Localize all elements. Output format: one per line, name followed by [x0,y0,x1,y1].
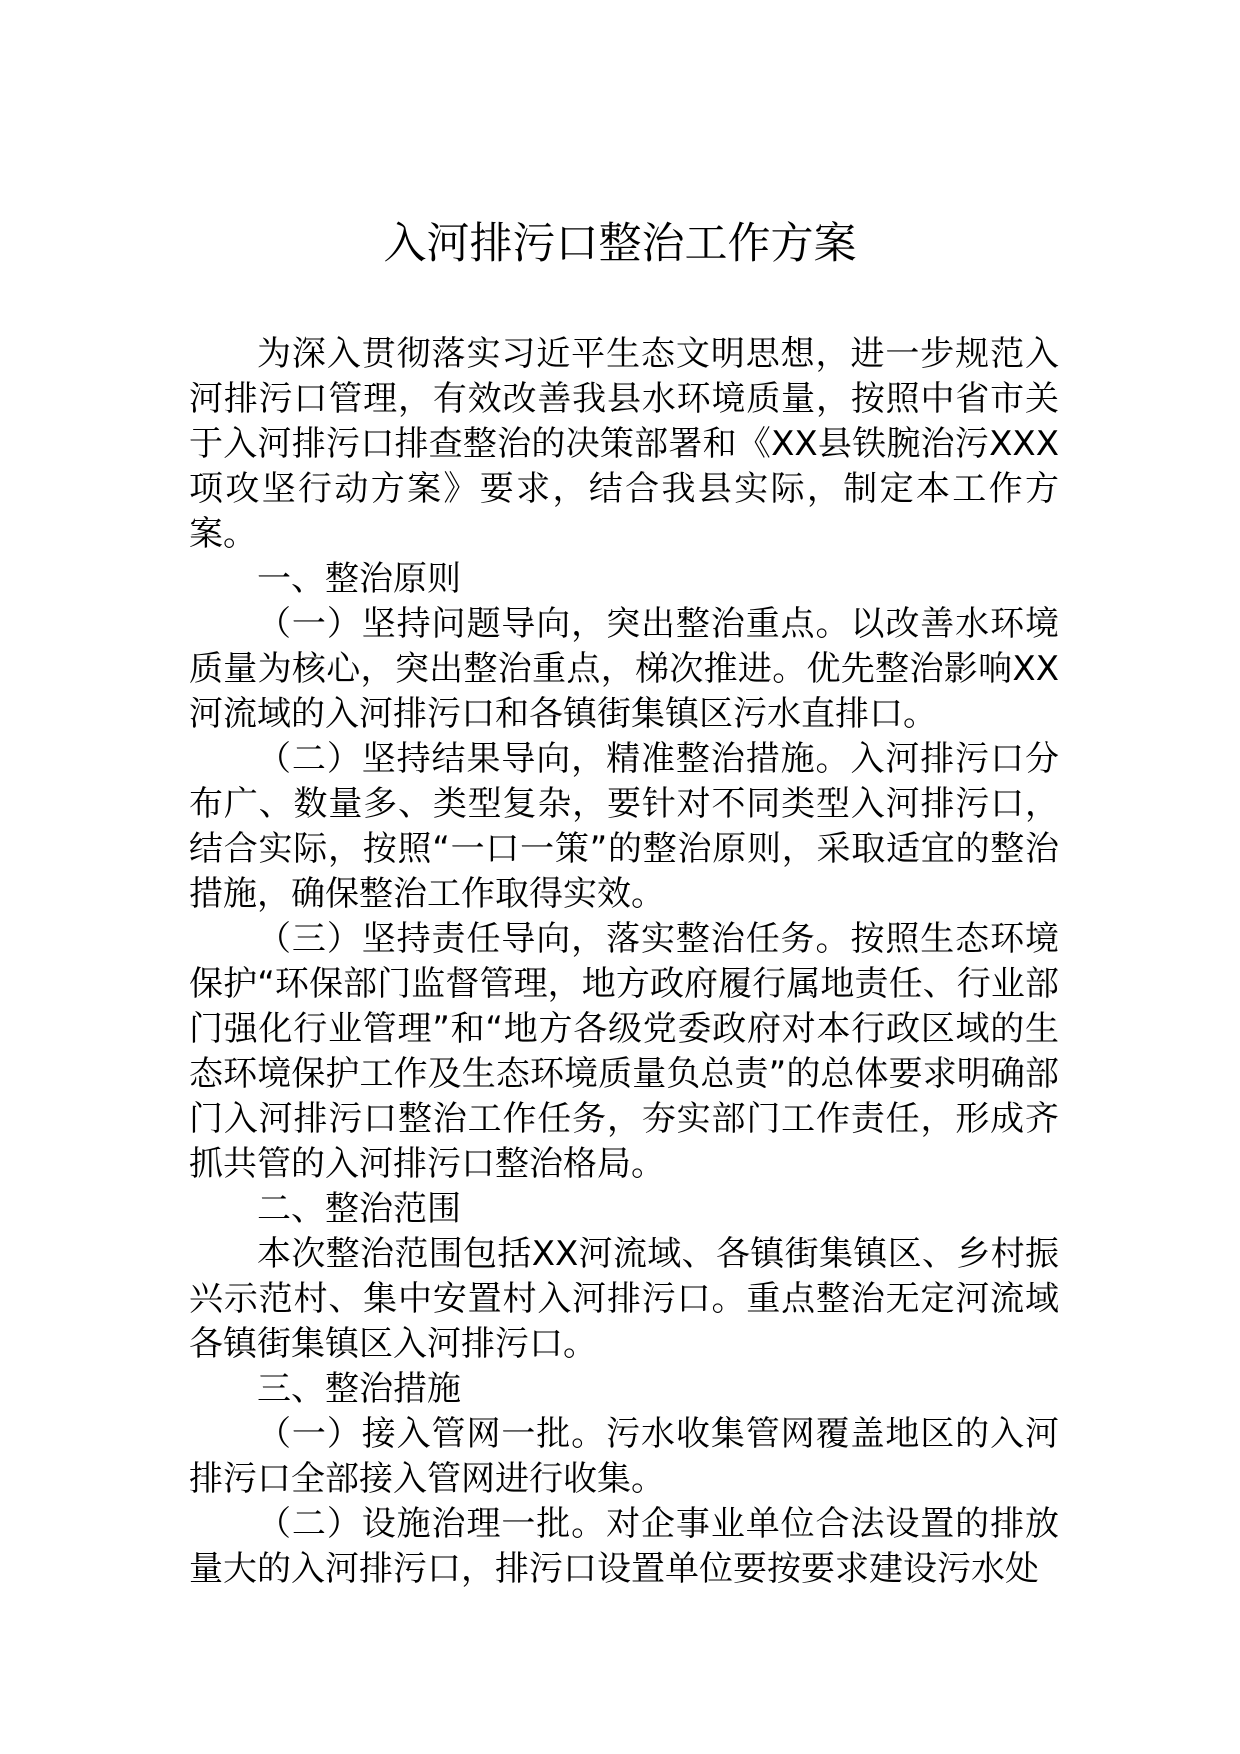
section-heading-scope: 二、整治范围 [257,1189,461,1229]
scope-paragraph: 本次整治范围包括XX河流域、各镇街集镇区、乡村振兴示范村、集中安置村入河排污口。重点整治无定河流域各镇街集镇区入河排污口。 [189,1234,1059,1364]
document-body [189,332,1059,1592]
measure-paragraph-1: （一）接入管网一批。污水收集管网覆盖地区的入河排污口全部接入管网进行收集。 [189,1414,1059,1499]
intro-paragraph: 为深入贯彻落实习近平生态文明思想，进一步规范入河排污口管理，有效改善我县水环境质量，按照中省市关于入河排污口排查整治的决策部署和《XX县铁腕治污XXX项攻坚行动方案》要求，结合我县实际，制定本工作方案。 [189,334,1059,554]
principle-paragraph-3: （三）坚持责任导向，落实整治任务。按照生态环境保护“环保部门监督管理，地方政府履行属地责任、行业部门强化行业管理”和“地方各级党委政府对本行政区域的生态环境保护工作及生态环境质量负总责”的总体要求明确部门入河排污口整治工作任务，夯实部门工作责任，形成齐抓共管的入河排污口整治格局。 [189,919,1059,1184]
principle-paragraph-2: （二）坚持结果导向，精准整治措施。入河排污口分布广、数量多、类型复杂，要针对不同类型入河排污口，结合实际，按照“一口一策”的整治原则，采取适宜的整治措施，确保整治工作取得实效。 [189,739,1059,914]
principle-paragraph-1: （一）坚持问题导向，突出整治重点。以改善水环境质量为核心，突出整治重点，梯次推进。优先整治影响XX河流域的入河排污口和各镇街集镇区污水直排口。 [189,604,1059,734]
section-heading-measures: 三、整治措施 [257,1369,461,1409]
document-title: 入河排污口整治工作方案 [383,219,857,269]
measure-paragraph-2: （二）设施治理一批。对企事业单位合法设置的排放量大的入河排污口，排污口设置单位要按要求建设污水处 [189,1504,1059,1589]
section-heading-principles: 一、整治原则 [257,559,461,599]
